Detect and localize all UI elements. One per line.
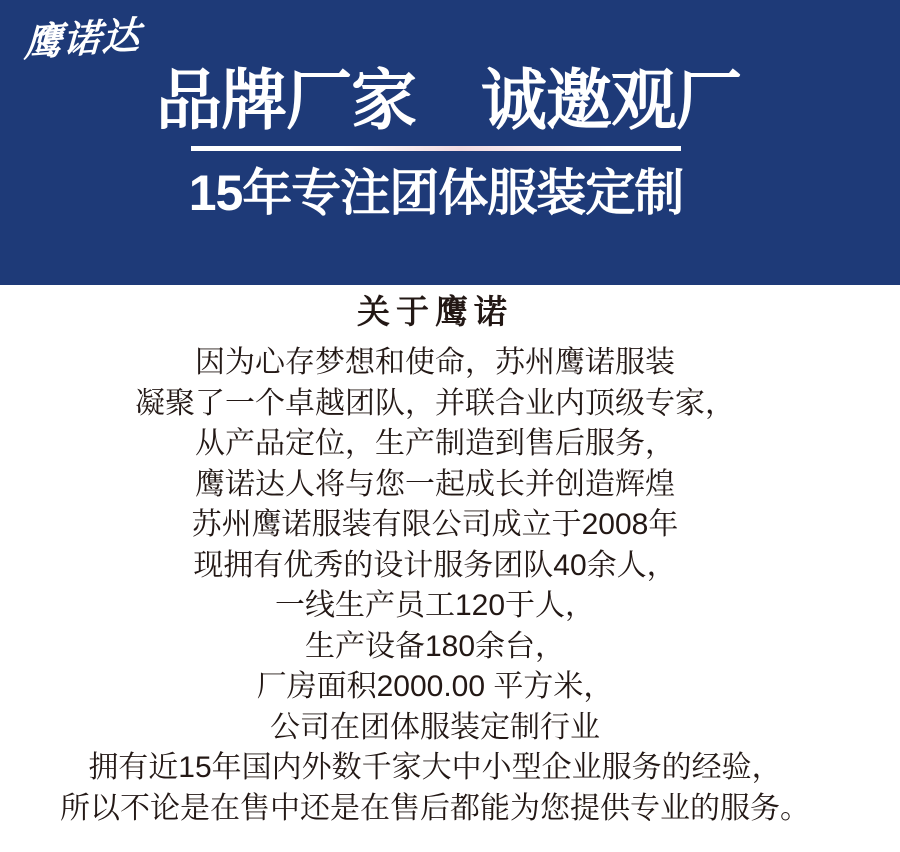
brand-logo: 鹰诺达 [23,14,142,66]
banner-title: 品牌厂家 诚邀观厂 [156,63,741,137]
about-line: 公司在团体服装定制行业 [270,710,600,744]
banner-text-block [156,62,741,221]
about-line: 现拥有优秀的设计服务团队40余人， [193,548,677,582]
about-line: 一线生产员工120于人， [274,589,596,622]
about-line: 生产设备180余台， [304,629,566,663]
about-line: 从产品定位，生产制造到售后服务， [195,427,675,460]
about-line: 拥有近15年国内外数千家大中小型企业服务的经验， [88,751,782,784]
about-line: 鹰诺达人将与您一起成长并创造辉煌 [195,467,675,501]
banner-divider [191,146,681,151]
about-line: 因为心存梦想和使命，苏州鹰诺服装 [195,346,675,379]
hero-banner [0,0,900,285]
about-body [0,343,885,829]
about-line: 所以不论是在售中还是在售后都能为您提供专业的服务。 [60,791,810,825]
banner-subtitle: 15年专注团体服装定制 [188,165,684,221]
about-section [0,285,885,829]
about-heading: 关于鹰诺 [357,293,513,330]
about-line: 厂房面积2000.00 平方米， [256,670,614,703]
about-line: 凝聚了一个卓越团队，并联合业内顶级专家， [135,386,735,420]
about-line: 苏州鹰诺服装有限公司成立于2008年 [191,508,679,541]
